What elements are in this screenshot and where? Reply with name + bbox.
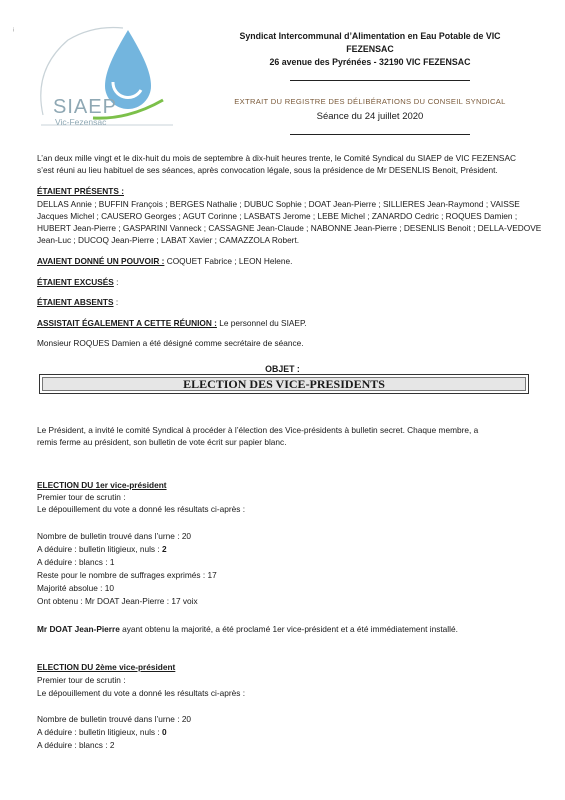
pouvoir-line: [37, 256, 292, 268]
election2-blancs: A déduire : blancs : 2: [37, 740, 115, 750]
secretaire-line: Monsieur ROQUES Damien a été désigné comme secrétaire de séance.: [37, 338, 304, 348]
president-line-1: Le Président, a invité le comité Syndical à procéder à l’élection des Vice-présidents à bulletin secret. Chaque membre, a: [37, 425, 479, 435]
register-extract: EXTRAIT DU REGISTRE DES DÉLIBÉRATIONS DU CONSEIL SYNDICAL: [234, 97, 506, 106]
election1-result: [37, 624, 458, 636]
intro-line-2: s’est réuni au lieu habituel de ses séances, après convocation légale, sous la présidence de Mr DESENLIS Benoit, Président.: [37, 165, 498, 175]
election1-nuls-label: A déduire : bulletin litigieux, nuls :: [37, 544, 162, 554]
pouvoir-text: COQUET Fabrice ; LEON Helene.: [164, 256, 293, 266]
seance-divider: [290, 134, 470, 135]
pouvoir-heading: AVAIENT DONNÉ UN POUVOIR :: [37, 256, 165, 266]
header-divider: [290, 80, 470, 81]
presents-heading: ÉTAIENT PRÉSENTS :: [37, 186, 124, 196]
election1-tour: Premier tour de scrutin :: [37, 492, 126, 502]
logo-name: SIAEP: [53, 96, 117, 118]
election2-nuls-label: A déduire : bulletin litigieux, nuls :: [37, 727, 162, 737]
election1-nuls-value: 2: [162, 544, 167, 554]
excuses-line: [37, 277, 118, 289]
scan-mark: ᵢ: [13, 24, 15, 33]
election2-tour: Premier tour de scrutin :: [37, 675, 126, 685]
election1-nuls: [37, 544, 167, 556]
election1-result-text: ayant obtenu la majorité, a été proclamé 1er vice-président et a été immédiatement installé.: [119, 624, 458, 634]
absents-text: :: [113, 297, 119, 307]
presents-line-3: HUBERT Jean-Pierre ; GASPARINI Vanneck ; CASSAGNE Jean-Claude ; NABONNE Jean-Pierre ; DESENLIS Benoit ; DELLA-VEDOVE: [37, 223, 542, 233]
election1-depouillement: Le dépouillement du vote a donné les résultats ci-après :: [37, 504, 246, 514]
election1-obtenu: Ont obtenu : Mr DOAT Jean-Pierre : 17 voix: [37, 596, 198, 606]
election2-nuls-value: 0: [162, 727, 167, 737]
assistait-text: Le personnel du SIAEP.: [216, 318, 307, 328]
logo-subtitle: Vic-Fezensac: [55, 117, 107, 127]
presents-line-1: DELLAS Annie ; BUFFIN François ; BERGES Nathalie ; DUBUC Sophie ; DOAT Jean-Pierre ; SILLIERES Jean-Raymond ; VAISSE: [37, 199, 520, 209]
election2-heading: ELECTION DU 2ème vice-président: [37, 662, 176, 672]
excuses-heading: ÉTAIENT EXCUSÉS: [37, 277, 114, 287]
election2-depouillement: Le dépouillement du vote a donné les résultats ci-après :: [37, 688, 246, 698]
election1-majorite: Majorité absolue : 10: [37, 583, 115, 593]
election1-heading: ELECTION DU 1er vice-président: [37, 480, 167, 490]
objet-banner: [39, 374, 529, 394]
header-line-1: Syndicat Intercommunal d’Alimentation en Eau Potable de VIC: [239, 31, 501, 41]
seance-date: Séance du 24 juillet 2020: [316, 111, 424, 122]
siaep-logo: [33, 20, 181, 132]
election1-blancs: A déduire : blancs : 1: [37, 557, 115, 567]
excuses-text: :: [113, 277, 119, 287]
election2-nombre: Nombre de bulletin trouvé dans l’urne : 20: [37, 714, 192, 724]
banner-title: ELECTION DES VICE-PRESIDENTS: [183, 377, 385, 391]
election1-result-name: Mr DOAT Jean-Pierre: [37, 624, 120, 634]
absents-line: [37, 297, 118, 309]
assistait-heading: ASSISTAIT ÉGALEMENT A CETTE RÉUNION :: [37, 318, 217, 328]
assistait-line: [37, 318, 307, 330]
intro-line-1: L’an deux mille vingt et le dix-huit du mois de septembre à dix-huit heures trente, le Comité Syndical du SIAEP de VIC FEZENSAC: [37, 153, 516, 163]
election1-nombre: Nombre de bulletin trouvé dans l’urne : 20: [37, 531, 192, 541]
presents-line-4: Jean-Luc ; DUCOQ Jean-Pierre ; LABAT Xavier ; CAMAZZOLA Robert.: [37, 235, 300, 245]
header-line-2: FEZENSAC: [346, 44, 394, 54]
objet-label: OBJET :: [265, 364, 300, 374]
election1-reste: Reste pour le nombre de suffrages exprimés : 17: [37, 570, 217, 580]
election2-nuls: [37, 727, 167, 739]
president-line-2: remis ferme au président, son bulletin de vote écrit sur papier blanc.: [37, 437, 287, 447]
absents-heading: ÉTAIENT ABSENTS: [37, 297, 114, 307]
presents-line-2: Jacques Michel ; CAUSERO Georges ; AGUT Corinne ; LASBATS Jerome ; LEBE Michel ; ZANARDO Cedric ; ROQUES Damien ;: [37, 211, 518, 221]
header-line-3: 26 avenue des Pyrénées - 32190 VIC FEZENSAC: [269, 57, 471, 67]
